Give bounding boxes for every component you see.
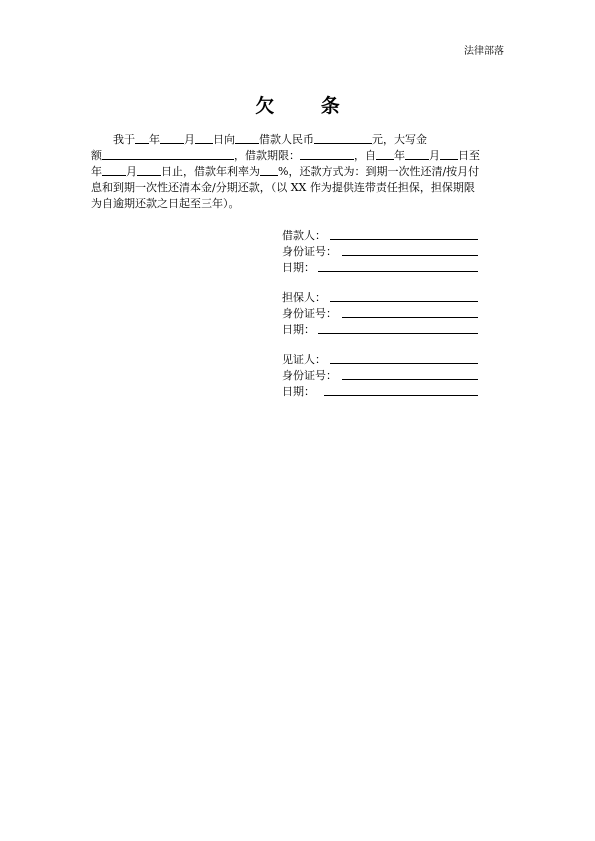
text: 月 xyxy=(126,165,137,178)
text: 日向 xyxy=(213,133,235,146)
text: 年 xyxy=(149,133,160,146)
borrower-id-label: 身份证号： xyxy=(282,245,337,258)
witness-name-line xyxy=(330,363,478,364)
blank-lender xyxy=(235,132,259,144)
text: 借款人民币 xyxy=(259,133,314,146)
text: 年 xyxy=(91,165,102,178)
body-line-3 xyxy=(91,164,509,180)
guarantor-date-label: 日期： xyxy=(282,323,315,336)
blank-term xyxy=(300,148,354,160)
blank-day xyxy=(195,132,213,144)
text: 年 xyxy=(394,149,405,162)
text: ，借款期限： xyxy=(234,149,300,162)
guarantor-name-row xyxy=(282,290,337,306)
text: 日止，借款年利率为 xyxy=(161,165,260,178)
blank-rate xyxy=(260,164,278,176)
document-body xyxy=(91,132,509,212)
witness-name-label: 见证人： xyxy=(282,353,326,366)
text: 额 xyxy=(91,149,102,162)
guarantor-name-line xyxy=(330,301,478,302)
borrower-date-line xyxy=(318,271,478,272)
text: 元，大写金 xyxy=(372,133,427,146)
witness-date-row xyxy=(282,384,337,400)
guarantor-signature-block xyxy=(282,290,337,338)
borrower-signature-block xyxy=(282,228,337,276)
text: 月 xyxy=(429,149,440,162)
blank-year xyxy=(135,132,149,144)
witness-id-label: 身份证号： xyxy=(282,369,337,382)
guarantor-id-label: 身份证号： xyxy=(282,307,337,320)
borrower-name-label: 借款人： xyxy=(282,229,326,242)
text: %，还款方式为：到期一次性还清/按月付 xyxy=(278,165,480,178)
witness-date-line xyxy=(324,395,478,396)
blank-start-month xyxy=(405,148,429,160)
blank-amount-words xyxy=(102,148,234,160)
witness-id-line xyxy=(342,379,478,380)
guarantor-date-row xyxy=(282,322,337,338)
text: ，自 xyxy=(354,149,376,162)
blank-end-day xyxy=(137,164,161,176)
body-line-4: 息和到期一次性还清本金/分期还款，（以 XX 作为提供连带责任担保，担保期限 xyxy=(91,181,475,194)
blank-amount xyxy=(314,132,372,144)
witness-signature-block xyxy=(282,352,337,400)
borrower-id-row xyxy=(282,244,337,260)
witness-name-row xyxy=(282,352,337,368)
text: 我于 xyxy=(113,133,135,146)
borrower-date-row xyxy=(282,260,337,276)
borrower-id-line xyxy=(342,255,478,256)
witness-id-row xyxy=(282,368,337,384)
guarantor-date-line xyxy=(318,333,478,334)
body-line-1 xyxy=(91,132,509,148)
header-label: 法律部落 xyxy=(464,46,504,57)
blank-start-day xyxy=(440,148,458,160)
borrower-name-row xyxy=(282,228,337,244)
body-line-5: 为自逾期还款之日起至三年）。 xyxy=(91,197,240,210)
blank-month xyxy=(160,132,184,144)
blank-start-year xyxy=(376,148,394,160)
guarantor-id-line xyxy=(342,317,478,318)
text: 日至 xyxy=(458,149,480,162)
blank-end-month xyxy=(102,164,126,176)
borrower-date-label: 日期： xyxy=(282,261,315,274)
body-line-2 xyxy=(91,148,509,164)
document-title: 欠 条 xyxy=(255,95,360,117)
text: 月 xyxy=(184,133,195,146)
guarantor-id-row xyxy=(282,306,337,322)
witness-date-label: 日期： xyxy=(282,385,315,398)
guarantor-name-label: 担保人： xyxy=(282,291,326,304)
borrower-name-line xyxy=(330,239,478,240)
